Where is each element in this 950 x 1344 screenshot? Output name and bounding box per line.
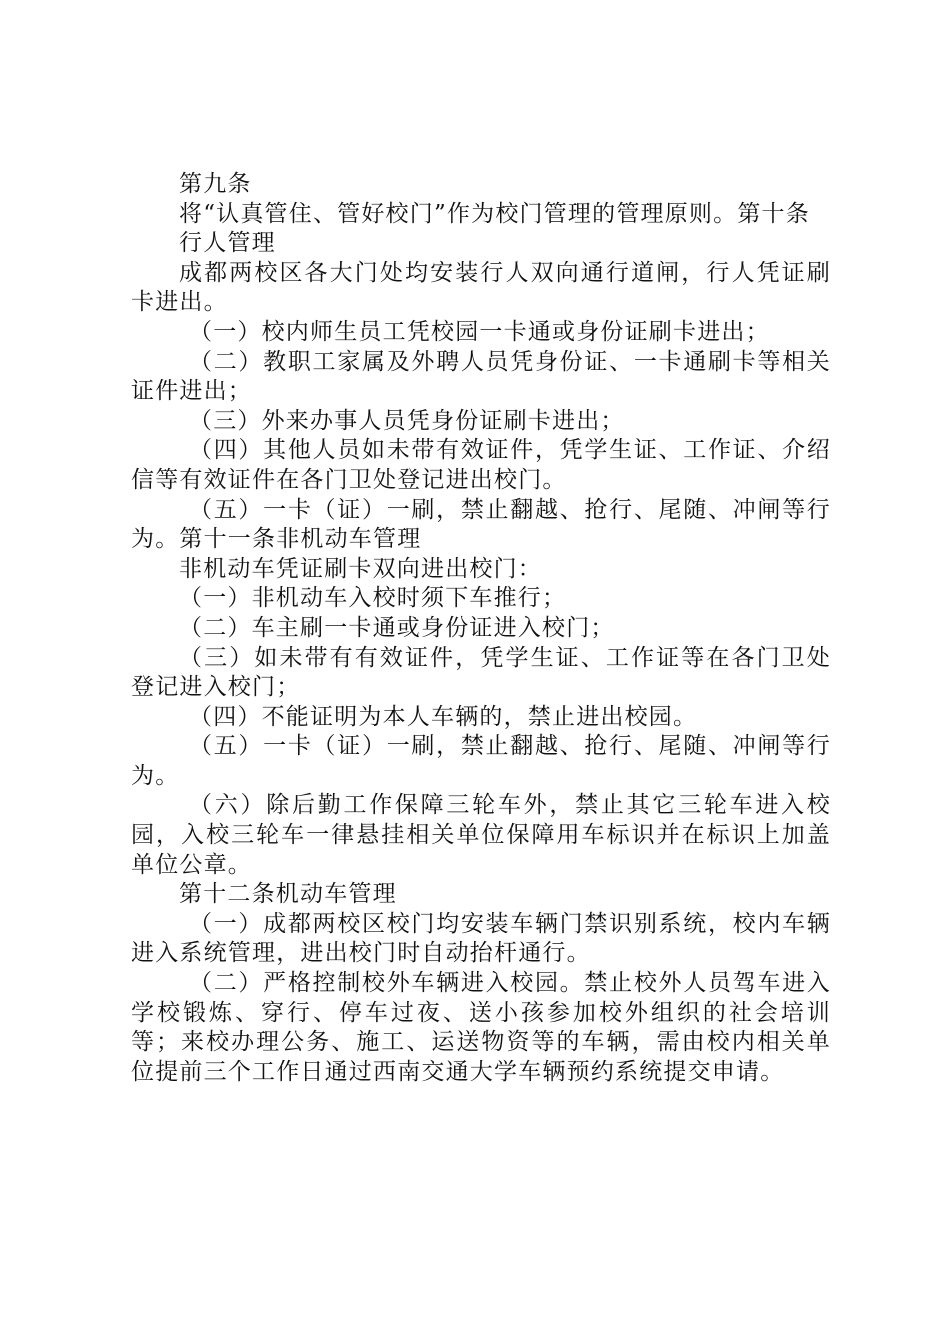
paragraph-motor-item-2: （二）严格控制校外车辆进入校园。禁止校外人员驾车进入学校锻炼、穿行、停车过夜、送小孩参加校外组织的社会培训等；来校办理公务、施工、运送物资等的车辆，需由校内相关单位提前三个工作日通过西南交通大学车辆预约系统提交申请。 — [131, 970, 831, 1085]
paragraph-nonmotor-item-3: （三）如未带有有效证件，凭学生证、工作证等在各门卫处登记进入校门； — [131, 644, 831, 701]
paragraph-nonmotor-intro: 非机动车凭证刷卡双向进出校门： — [179, 555, 542, 582]
paragraph-pedestrian-intro: 成都两校区各大门处均安装行人双向通行道闸，行人凭证刷卡进出。 — [131, 259, 831, 316]
paragraph-pedestrian-item-5: （五）一卡（证）一刷，禁止翻越、抢行、尾随、冲闸等行为。第十一条非机动车管理 — [131, 496, 831, 553]
document-body — [131, 170, 831, 1087]
paragraph-article-9: 第九条 — [179, 171, 252, 197]
paragraph-pedestrian-item-3: （三）外来办事人员凭身份证刷卡进出； — [189, 407, 625, 434]
paragraph-principle: 将“认真管住、管好校门”作为校门管理的管理原则。第十条 — [179, 200, 810, 227]
paragraph-nonmotor-item-6: （六）除后勤工作保障三轮车外，禁止其它三轮车进入校园，入校三轮车一律悬挂相关单位保障用车标识并在标识上加盖单位公章。 — [131, 792, 831, 878]
paragraph-pedestrian-item-2: （二）教职工家属及外聘人员凭身份证、一卡通刷卡等相关证件进出； — [131, 348, 831, 405]
paragraph-pedestrian-heading: 行人管理 — [179, 230, 276, 257]
paragraph-nonmotor-item-5: （五）一卡（证）一刷，禁止翻越、抢行、尾随、冲闸等行为。 — [131, 733, 831, 789]
paragraph-pedestrian-item-1: （一）校内师生员工凭校园一卡通或身份证刷卡进出； — [189, 318, 770, 345]
paragraph-pedestrian-item-4: （四）其他人员如未带有效证件，凭学生证、工作证、介绍信等有效证件在各门卫处登记进出校门。 — [131, 437, 831, 493]
paragraph-nonmotor-item-2: （二）车主刷一卡通或身份证进入校门； — [179, 614, 615, 641]
paragraph-motor-item-1: （一）成都两校区校门均安装车辆门禁识别系统，校内车辆进入系统管理，进出校门时自动抬杆通行。 — [131, 910, 831, 967]
paragraph-article-12-heading: 第十二条机动车管理 — [179, 881, 397, 908]
paragraph-nonmotor-item-4: （四）不能证明为本人车辆的，禁止进出校园。 — [189, 703, 698, 730]
paragraph-nonmotor-item-1: （一）非机动车入校时须下车推行； — [179, 585, 567, 612]
